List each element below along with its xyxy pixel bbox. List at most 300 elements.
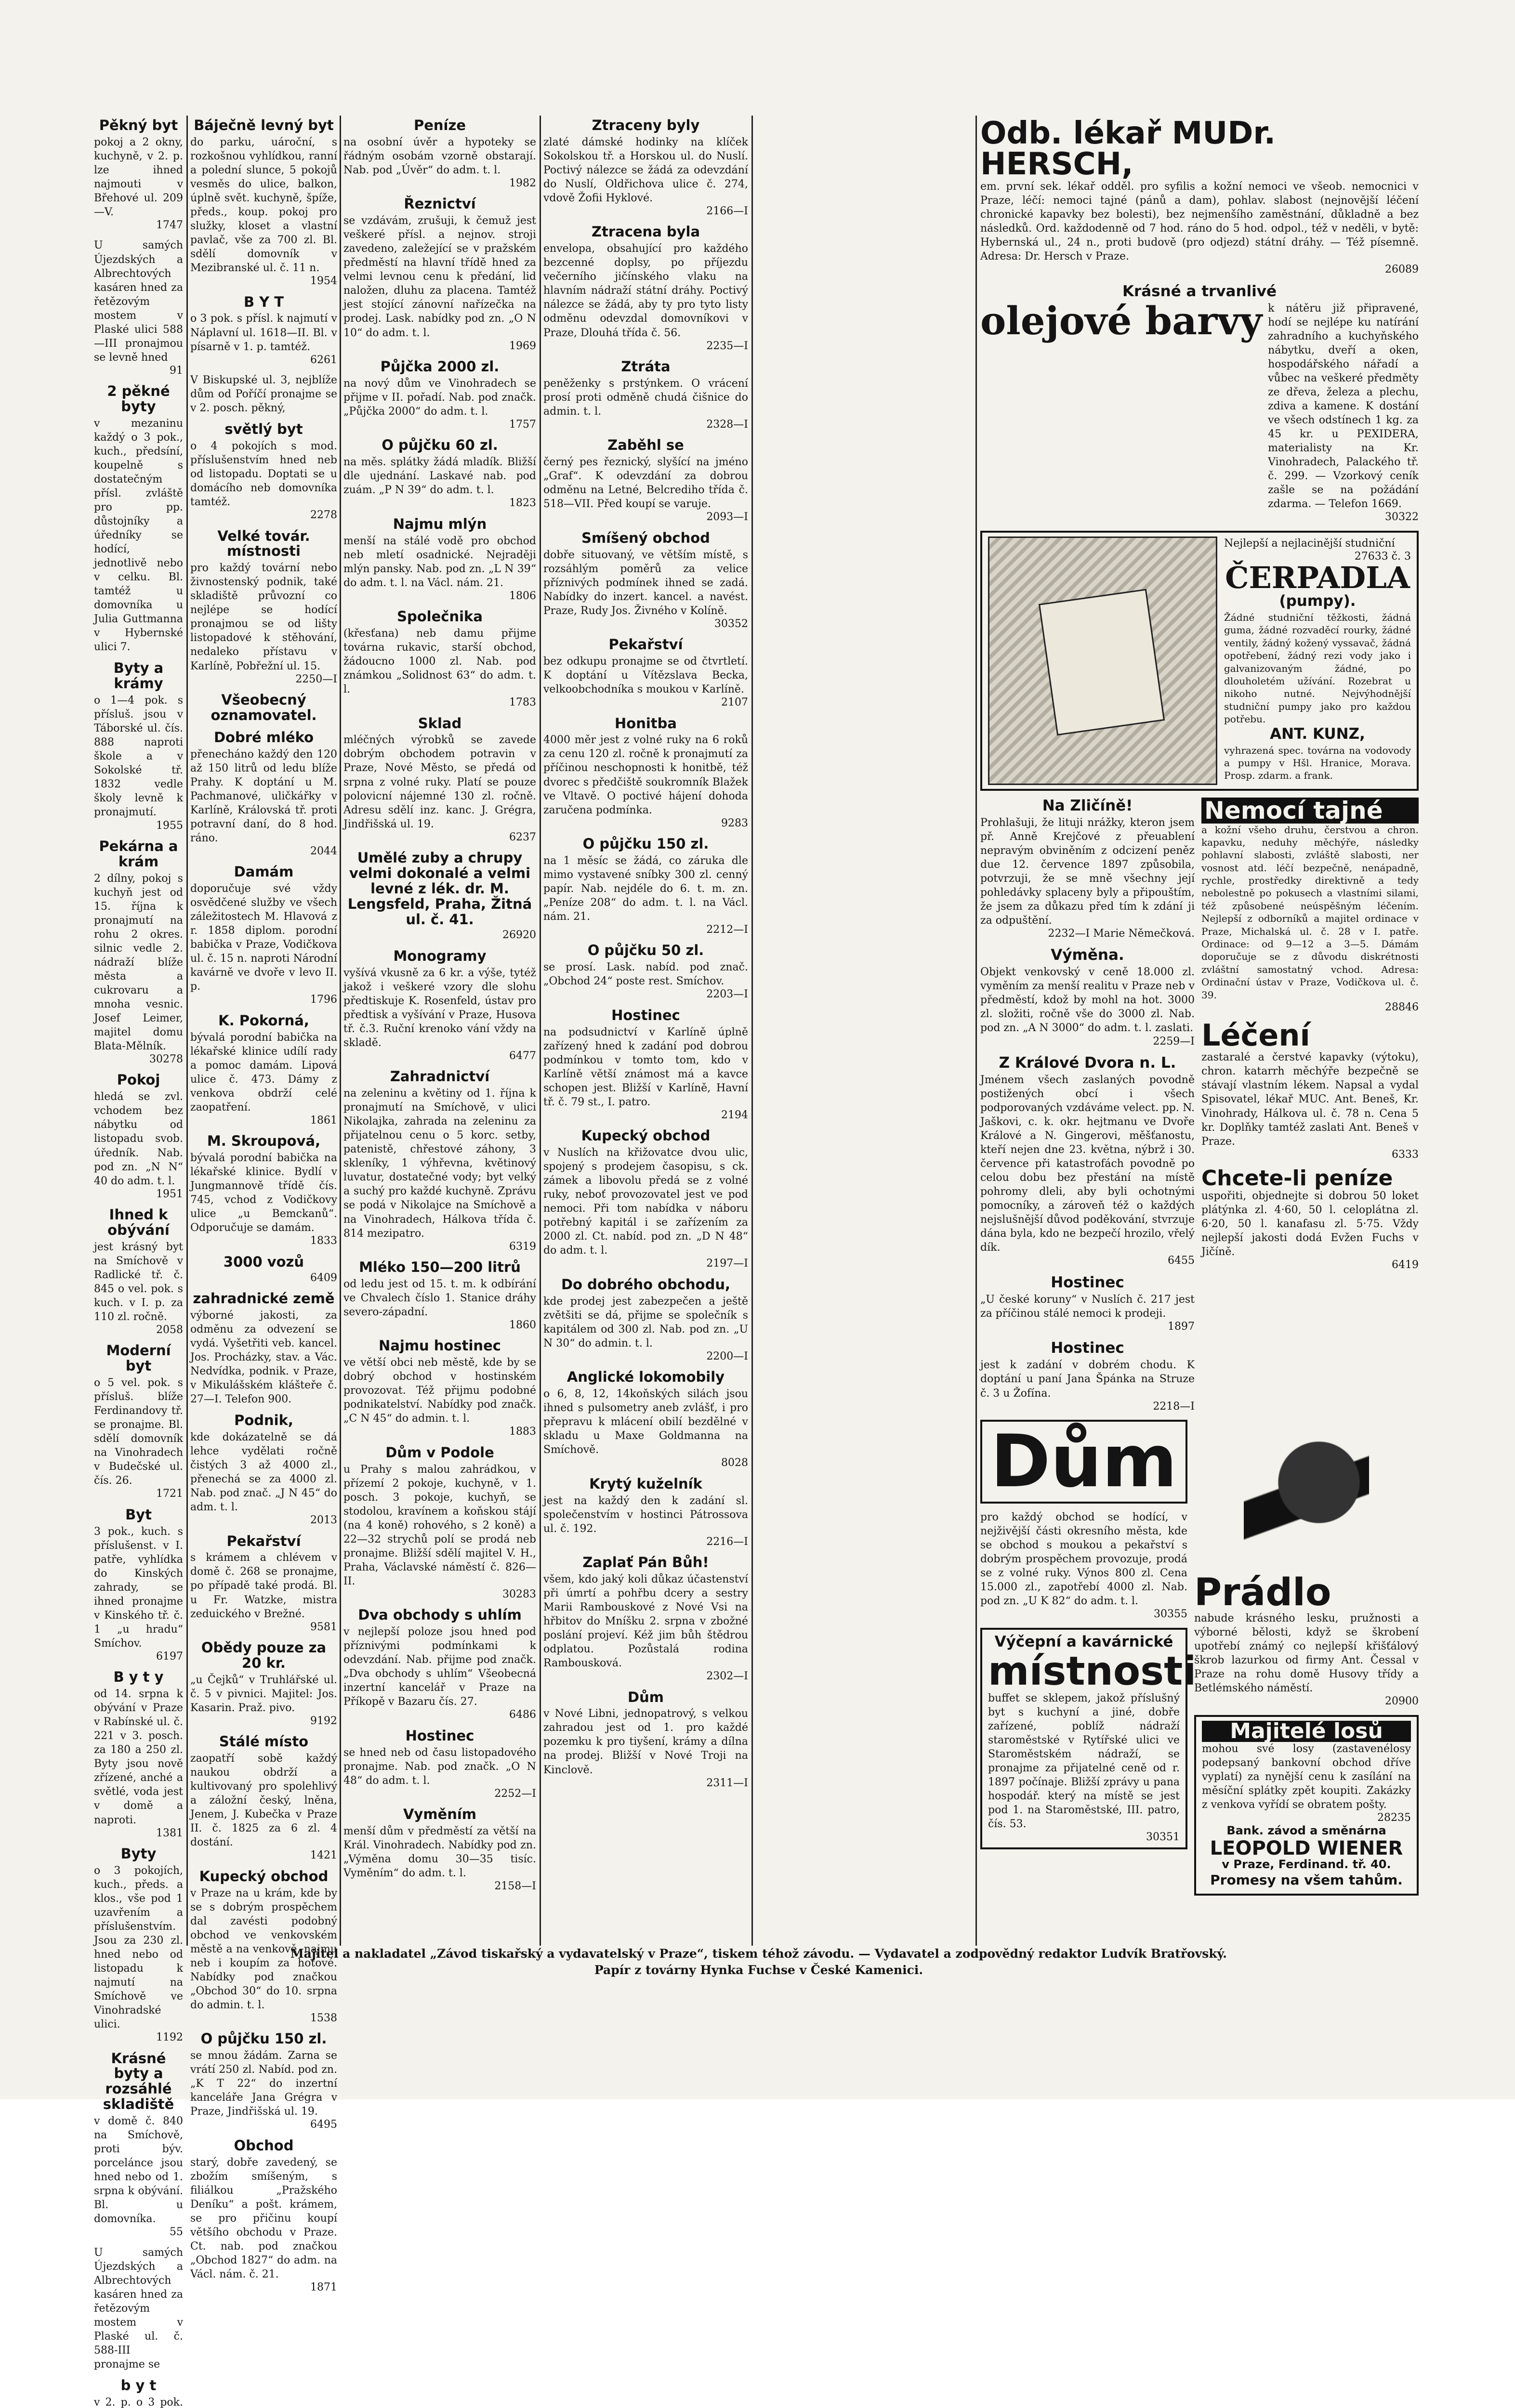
ad-text: menší na stálé vodě pro obchod neb mletí osadnické. Nejraději mlýn pansky. Nab. pod zn. „L N 39“ do adm. t. l. na Václ. nám. 21. [343, 535, 536, 589]
ad-text: mohou své losy (zastavenélosy podepsaný bankovní obchod dříve vyplatí) za nynější cenu k zasílání na měsíční splátky zpět koupiti. Zakázky z venkova vyřídí se obratem pošty. [1202, 1742, 1411, 1811]
ad-text: „u Čejků“ v Truhlářské ul. č. 5 v pivnici. Majitel: Jos. Kasarin. Praž. pivo. [190, 1674, 337, 1714]
classified-ad [190, 2138, 337, 2294]
ad-heading: Hostinec [405, 1727, 474, 1744]
ad-number: 1969 [509, 340, 536, 352]
ad-number: 2044 [310, 845, 337, 857]
ad-heading: K. Pokorná, [218, 1012, 309, 1029]
ad-heading: Ztráta [621, 358, 671, 375]
ad-text: s krámem a chlévem v domě č. 268 se pronajme, po případě také prodá. Bl. u Fr. Watzke, mistra zeduického v Brežné. [190, 1552, 337, 1620]
ad-heading: Pekařství [226, 1532, 301, 1549]
ad-heading: Umělé zuby a chrupy velmi dokonalé a velmi levné z lék. dr. M. Lengsfeld, Praha, Žitná ul. č. 41. [347, 850, 532, 928]
classified-ad [190, 1134, 337, 1247]
ad-number: 1897 [1168, 1320, 1195, 1333]
column-rule [540, 116, 541, 1946]
classified-ad [343, 438, 536, 510]
ad-number: 30352 [714, 617, 748, 630]
classified-ad [343, 1260, 536, 1332]
ad-nemoci-tajne [1201, 798, 1419, 1014]
ad-dum-text [980, 1510, 1187, 1621]
ad-text: v 2. p. o 3 pok. [94, 2396, 183, 2408]
ad-heading: Krytý kuželník [589, 1475, 702, 1492]
pump-illustration [988, 537, 1217, 785]
publisher-line: Majitel a nakladatel „Závod tiskařský a vydavatelský v Praze“, tiskem téhož závodu. — Vydavatel a zodpovědný redaktor Ludvík Bratřovský. [290, 1947, 1227, 1961]
ad-pradlo [1194, 1570, 1419, 1708]
ad-heading: Najmu hostinec [379, 1337, 501, 1354]
ad-text: o 5 vel. pok. s přísluš. blíže Ferdinandovy tř. se pronajme. Bl. sdělí domovník na Vinohradech v Budečské ul. čís. 26. [94, 1377, 183, 1487]
column-rule [975, 116, 977, 1946]
classified-ad [94, 1073, 183, 1201]
ad-heading: Anglické lokomobily [566, 1369, 725, 1386]
ad-text: na měs. splátky žádá mladík. Bližší dle ujednání. Laskavé nab. pod zuám. „P N 39“ do adm. t. l. [343, 456, 536, 497]
classified-ad [190, 1413, 337, 1527]
ad-heading: Zaplať Pán Bůh! [582, 1554, 709, 1570]
ad-heading: Pěkný byt [99, 117, 178, 133]
classified-ad [94, 118, 183, 232]
ad-text: Prohlašuji, že lituji nrážky, kteron jsem př. Anně Krejčové z přeuablení nepravým obviněním z odcizení peněz due 12. července 1897 způsobila, potvrzuji, že se mně všechny její pohledávky splaceny byly a připouštím, že jsem za důkazu před tím k zdání ji za odpuštění. [980, 816, 1195, 927]
display-ads-column [980, 118, 1419, 1943]
ad-text: v mezaninu každý o 3 pok., kuch., předsíní, koupelně s dostatečným přísl. zvláště pro pp. důstojníky a úředníky se hodící, jednotlivě nebo v celku. Bl. tamtéž u domovníka u Julia Guttmanna v Hybernské ulici 7. [94, 417, 183, 654]
ad-text: a kožní všeho druhu, čerstvou a chron. kapavku, neduhy měchýře, následky pohlavní slabosti, zvláště slabosti, ner vosnost atd. léčí bezpečně, nenápadně, rychle, prostředky direktivně a tedy nebolestně po pokusech a vlastními silami, též způsobené neúspěšným léčením. Nejlepší z odborníků a majitel ordinace v Praze, Michalská ul. č. 28 v I. patře. Ordinace: od 9—12 a 3—5. Dámám doporučuje se z důvodu diskrétnosti zvláštní samostatný vchod. Adresa: Ordinační ústav v Praze, Vodičkova ul. č. 39. [1201, 824, 1419, 1001]
ad-number: 6319 [509, 1240, 536, 1253]
ad-text: se hned neb od času listopadového pronajme. Nab. pod značk. „O N 48“ do adm. t. l. [343, 1746, 536, 1787]
ad-title: Výměna. [1051, 946, 1124, 964]
ad-text: se vzdávám, zrušuji, k čemuž jest veškeré přísl. a nejnov. stroji zavedeno, zaležející se v pražském předměstí na hlavní třídě hned za velmi levnou cenu k předání, lid naložen, dluhu za placena. Tamtéž jest stojící zánovní nařízečka na prodej. Lask. nabídky pod zn. „O N 10“ do adm. t. l. [343, 215, 536, 339]
ad-chcete-li-penize [1201, 1168, 1419, 1272]
classified-ad [343, 1608, 536, 1721]
classified-ad [190, 118, 337, 288]
ad-heading: Honitba [615, 715, 677, 732]
ad-heading: Byty a krámy [113, 660, 164, 692]
classified-ad [543, 531, 748, 630]
ad-firm-prefix: Bank. závod a směnárna [1226, 1824, 1386, 1838]
ad-number: 6333 [1392, 1148, 1419, 1161]
classified-ad [343, 359, 536, 431]
ad-text: doporučuje své vždy osvědčené služby ve všech záležitostech M. Hlavová z r. 1858 diplom. porodní babička v Praze, Vodičkova ul. č. 15 n. naproti Národní kavárně ve dvoře v levo II. p. [190, 883, 337, 993]
ad-heading: Pekařství [608, 636, 683, 653]
ad-heading: Damám [234, 864, 294, 880]
ad-number: 2232—I Marie Němečková. [1048, 927, 1195, 940]
ad-firm: ANT. KUNZ, [1270, 725, 1365, 743]
ad-heading: Do dobrého obchodu, [561, 1276, 731, 1293]
ad-text: bývalá porodní babička na lékařské klinice udílí rady a pomoc damám. Lipová ulice č. 473. Dámy z venkova obdrží celé zaopatření. [190, 1031, 337, 1113]
classified-ad [543, 1277, 748, 1363]
ad-text: v Nové Libni, jednopatrový, s velkou zahradou jest od 1. pro každé pozemku k pro tiyšení, krámy a dílna na prodej. Bližší v Nové Troji na Kinclově. [543, 1708, 748, 1776]
classified-ad [94, 2246, 183, 2371]
ad-heading: Krásné byty a rozsáhlé skladiště [103, 2050, 174, 2113]
ad-heading: Řeznictví [404, 196, 476, 212]
ad-number: 2252—I [494, 1787, 536, 1800]
ad-heading: Ztraceny byly [592, 117, 700, 133]
ad-text: ve větší obci neb městě, kde by se dobrý obchod v hostinském provozovat. Též přijmu podobné podnikatelství. Nabídky pod značk. „C N 45“ do admin. t. l. [343, 1357, 536, 1425]
ad-text: 2 dílny, pokoj s kuchyň jest od 15. října k pronajmutí na rohu 2 okres. silnic vedle 2. nádraží blíže města a cukrovaru a mnoha vesnic. Josef Leimer, majitel domu Blata-Mělník. [94, 872, 183, 1053]
classified-ad [343, 196, 536, 353]
ad-title: Dům [990, 1419, 1177, 1504]
classified-ad [190, 1013, 337, 1127]
ad-number: 2218—I [1153, 1400, 1195, 1413]
ad-heading: Vyměním [403, 1806, 477, 1823]
ad-heading: Byty [120, 1845, 157, 1862]
ad-number: 6261 [310, 353, 337, 366]
ad-heading: O půjčku 150 zl. [200, 2030, 327, 2047]
ad-number: 28235 [1377, 1811, 1411, 1824]
classified-ad [543, 943, 748, 1001]
ad-title: Léčení [1201, 1018, 1310, 1053]
ad-heading: Monogramy [393, 947, 487, 964]
classified-ad [190, 1291, 337, 1406]
classified-ad [343, 949, 536, 1062]
ad-text: pro každý tovární nebo živnostenský podnik, také skladiště průvozní co nejlépe se hodící pronajmou se od lišty listopadové k stěhování, nedaleko přístavu v Karlíně, Pobřežní ul. 15. [190, 562, 337, 672]
classified-ad [343, 851, 536, 942]
column-rule [340, 116, 341, 1946]
ad-text: v domě č. 840 na Smíchově, proti býv. porcelánce jsou hned nebo od 1. srpna k obývání. Bl. u domovníka. [94, 2115, 183, 2225]
classified-ad [94, 839, 183, 1066]
ad-hostinec-2 [980, 1340, 1195, 1413]
ad-text: v Nuslích na křižovatce dvou ulic, spojený s prodejem časopisu, s ck. zámek a libovolu předá se z volné ruky, neboť provozovatel jest ve pod nemoci. Při tom nabídka v náboru potřebný kapitál i se zařízením za 2000 zl. Ct. nabíd. pod zn. „D N 48“ do adm. t. l. [543, 1147, 748, 1257]
ad-text: hledá se zvl. vchodem bez nábytku od listopadu svob. úředník. Nab. pod zn. „N N“ 40 do adm. t. l. [94, 1091, 183, 1187]
classified-ad [543, 118, 748, 218]
ad-number: 30278 [149, 1053, 183, 1066]
ad-heading: b y t [120, 2377, 157, 2394]
ad-number: 26920 [502, 929, 536, 942]
ad-text: uspořiti, objednejte si dobrou 50 loket plátýnka zl. 4·60, 50 l. celoplátna zl. 6·20, 50 l. kanafasu zl. 5·75. Vždy nejlepší jakosti dodá Evžen Fuchs v Jičíně. [1201, 1190, 1419, 1258]
ad-text: na podsudnictví v Karlíně úplně zařízený hned k zadání pod dobrou podmínkou v tomto tom, kdo v Karlíně větší známost má a kavce schopen jest. Bližší v Karlíně, Havní tř. č. 79 st., I. patro. [543, 1026, 748, 1108]
ad-dum [980, 1420, 1187, 1504]
ad-text: všem, kdo jaký koli důkaz účastenství při úmrtí a pohřbu dcery a sestry Marii Rambouskové z Nové Vsi na hřbitov do Mníšku 2. srpna v zbožné poslání projeví. Kéž jim bůh štědrou odplatou. Pozůstalá rodina Rambousková. [543, 1573, 748, 1670]
classified-ad [343, 118, 536, 190]
column-rule [186, 116, 188, 1946]
ad-text: vyšívá vkusně za 6 kr. a výše, tytéž jakož i veškeré vzory dle slohu předtiskuje K. Rosenfeld, ústav pro předtisk a vyšívání v Praze, Husova tř. č.3. Ruční krenoko vání vždy na skladě. [343, 967, 536, 1049]
ad-text: v Praze na u krám, kde by se s dobrým prospěchem dal zavésti podobný obchod ve venkovském městě a na venkově, najmu neb i koupím za hotové. Nabídky pod značkou „Obchod 30“ do 10. srpna do admin. t. l. [190, 1887, 337, 2011]
ad-text: jest krásný byt na Smíchově v Radlické tř. č. 845 o vel. pok. s kuch. v I. p. za 110 zl. ročně. [94, 1241, 183, 1323]
ad-leceni [1201, 1018, 1419, 1161]
classified-ad [543, 837, 748, 936]
ad-heading: Zaběhl se [607, 437, 684, 454]
ad-text: dobře situovaný, ve větším místě, s rozsáhlým poměrů za velice příznivých podmínek ihned se zadá. Nabídky do inzert. kancel. a navést. Praze, Rudy Jos. Živného v Kolíně. [543, 549, 748, 617]
ad-heading: Podnik, [234, 1412, 293, 1429]
classified-ad [543, 637, 748, 709]
classified-ad [190, 1640, 337, 1727]
ad-text: o 3 pokojích, kuch., předs. a klos., vše pod 1 uzavřením a příslušenstvím. Jsou za 230 zl. hned nebo od listopadu k najmutí na Smíchově ve Vinohradské ulici. [94, 1864, 183, 2031]
ad-text: U samých Újezdských a Albrechtových kasáren hned za řetězovým mostem v Plaské ul. č. 588-III pronajme se [94, 2246, 183, 2371]
ad-heading: Velké továr. místnosti [217, 527, 310, 560]
ad-text: do parku, uároční, s rozkošnou vyhlídkou, ranní a polední slunce, 5 pokojů vesměs do ulice, balkon, úplně svět. kuchyně, špíže, předs., koup. pokoj pro služky, kloset a vlastní pavlač, vše za 700 zl. Bl. sdělí domovník v Mezibranské ul. č. 11 n. [190, 136, 337, 275]
ad-text: na nový dům ve Vinohradech se přijme v II. pořadí. Nab. pod značk. „Půjčka 2000“ do adm. t. l. [343, 377, 536, 418]
ad-heading: zahradnické země [193, 1290, 335, 1307]
ad-number: 2278 [310, 509, 337, 522]
ad-number: 30322 [1385, 511, 1419, 523]
ad-text: přenecháno každý den 120 až 150 litrů od ledu blíže Prahy. K doptání u M. Pachmanové, uličkářky v Karlíně, Královská tř. proti potravní daní, do 8 hod. ráno. [190, 748, 337, 844]
ad-number: 30283 [502, 1588, 536, 1600]
ad-text: k nátěru již připravené, hodí se nejlépe ku natírání zahradního a kuchyňského nábytku, dveří a oken, hospodářského nářadí a vůbec na veškeré předměty ze dřeva, železa a plechu, zdiva a kamene. K dostání ve všech odstínech 1 kg. za 45 kr. u PEXIDERA, materialisty na Kr. Vinohradech, Palackého tř. č. 299. — Vzorkový ceník zašle se na požádání zdarma. — Telefon 1669. [1268, 302, 1419, 510]
ad-number: 2158—I [494, 1880, 536, 1893]
classified-ad [543, 1008, 748, 1122]
ad-heading: Kupecký obchod [581, 1127, 711, 1144]
ad-heading: Obchod [234, 2137, 294, 2154]
classifieds-column-2 [190, 117, 337, 2293]
ad-text: na 1 měsíc se žádá, co záruka dle mimo vystavené sníbky 300 zl. cenný papír. Nab. nejdéle do 6. t. m. zn. „Peníze 208“ do adm. t. l. na Václ. nám. 21. [543, 854, 748, 923]
ad-number: 2328—I [706, 418, 748, 431]
ad-text: na osobní úvěr a hypoteky se řádným osobám vzorně obstarají. Nab. pod „Úvěr“ do adm. t. l. [343, 136, 536, 176]
classified-ad [343, 716, 536, 844]
ad-number: 2259—I [1153, 1035, 1195, 1047]
ad-number: 1421 [310, 1849, 337, 1862]
classifieds-column-4 [543, 118, 748, 1943]
classified-ad [190, 1255, 337, 1284]
ad-number: 2200—I [706, 1350, 748, 1362]
ad-text: jest k zadání v dobrém chodu. K doptání u paní Jana Špánka na Struze č. 3 u Žofína. [980, 1359, 1195, 1400]
ad-number: 1783 [509, 696, 536, 709]
classified-ad [94, 2051, 183, 2239]
ad-text: peněženky s prstýnkem. O vrácení prosí proti odměně chudá čišnice do admin. t. l. [543, 377, 748, 418]
ad-text: bez odkupu pronajme se od čtvrtletí. K doptání u Vítězslava Becka, velkoobchodníka s moukou v Karlíně. [543, 655, 748, 696]
ad-heading: Stálé místo [219, 1733, 309, 1750]
ad-heading: Dům v Podole [385, 1444, 494, 1461]
ad-text: „U české koruny“ v Nuslích č. 217 jest za příčinou stálé nemoci k prodeji. [980, 1293, 1195, 1320]
classified-ad [543, 1128, 748, 1270]
ad-title: Na Zličíně! [1042, 797, 1133, 814]
column-rule [751, 116, 753, 1946]
ad-number: 2203—I [706, 988, 748, 1001]
classified-ad [343, 1069, 536, 1253]
ad-majitele-losu [1194, 1715, 1419, 1896]
classified-ad [190, 529, 337, 686]
ad-number: 6495 [310, 2119, 337, 2131]
classified-ad [543, 1370, 748, 1469]
ad-number: 6455 [1168, 1255, 1195, 1267]
ad-text: od 14. srpna k obývání v Praze v Rabínské ul. č. 221 v 3. posch. za 180 a 250 zl. Byty jsou nově zřízené, anché a světlé, voda jest v domě a naproti. [94, 1688, 183, 1826]
ad-number: 1192 [156, 2031, 183, 2044]
classified-ad [94, 238, 183, 377]
ad-number: 2013 [310, 1514, 337, 1527]
ad-text: bývalá porodní babička na lékařské klinice. Bydlí v Jungmannově třídě čís. 745, vchod z Vodičkovy ulice „u Bemckanů“. Odporučuje se damám. [190, 1152, 337, 1234]
ad-number: 2194 [721, 1109, 748, 1121]
ad-number: 1757 [509, 418, 536, 431]
ad-title: Majitelé losů [1202, 1721, 1411, 1742]
classified-ad [543, 716, 748, 830]
classified-ad [94, 2378, 183, 2408]
ad-number: 27633 č. 3 [1354, 550, 1411, 563]
ad-number: 9581 [310, 1621, 337, 1633]
ad-heading: Zahradnictví [390, 1068, 490, 1085]
ad-heading: B Y T [243, 293, 284, 310]
classified-ad [190, 730, 337, 858]
ad-number: 55 [170, 2226, 183, 2238]
ad-heading: Báječně levný byt [194, 117, 334, 133]
classified-ad [343, 1445, 536, 1601]
ad-text: Žádné studniční těžkosti, žádná guma, žádné rozvaděcí rourky, žádné ventily, žádný kožený vyssavač, žádná opotřebení, žádný rezi vody jako i galvanizovaným žádné, po dlouholetém užívání. Rozebrat u nikoho nutné. Nejvýhodnější studniční pumpy jako pro každou potřebu. [1224, 612, 1411, 725]
ad-text: o 6, 8, 12, 14koňských silách jsou ihned s pulsometry aneb zvlášť, i pro přepravu k mlácení obilí bezdělné v skladu u Maxe Goldmanna na Smíchově. [543, 1388, 748, 1456]
ad-number: 2250—I [295, 673, 337, 685]
ad-text: pro každý obchod se hodící, v nejživější části okresního města, kde se obchod s moukou a pekařství s dobrým prospěchem provozuje, prodá se z volné ruky. Výnos 800 zl. Cena 15.000 zl., zapotřebí 4000 zl. Nab. pod zn. „U K 82“ do adm. t. l. [980, 1511, 1187, 1608]
ad-text: v nejlepší poloze jsou hned pod příznivými podmínkami k odevzdání. Nab. přijme pod značk. „Dva obchody s uhlím“ Všeobecná inzertní kancelář v Praze na Příkopě v Bazaru čís. 27. [343, 1626, 536, 1708]
classified-ad [190, 864, 337, 1007]
ad-intro: Nejlepší a nejlacinější studniční [1224, 537, 1395, 550]
ad-subtitle: (pumpy). [1279, 592, 1356, 610]
ad-text: na zeleninu a květiny od 1. října k pronajmutí na Smíchově, v ulici Nikolajka, zahrada na zeleninu za přijatelnou cenu o 5 korc. setby, patenistě, chřestové záhony, 3 skleníky, 1 výhřevna, květinový luvatur, dostatečné vody; byt velký a suchý pro každé kuchyně. Zprávu se podá v Nikolajce na Smíchově a na Vinohradech, Hálkova třída č. 814 mezipatro. [343, 1087, 536, 1240]
classifieds-column-1 [94, 117, 183, 2408]
ad-number: 6237 [509, 831, 536, 843]
ad-number: 1381 [156, 1827, 183, 1839]
ad-number: 2107 [721, 696, 748, 709]
ad-heading: O půjčku 60 zl. [382, 437, 498, 454]
classified-ad [94, 661, 183, 832]
ad-title: Hostinec [1051, 1339, 1124, 1357]
ad-title: ČERPADLA [1225, 560, 1410, 595]
classified-ad [343, 1338, 536, 1438]
ad-text: 3 pok., kuch. s příslušenst. v I. patře, vyhlídka do Kinských zahrady, se ihned pronajme v Kinského tř. č. 1 „u hradu“ Smíchov. [94, 1525, 183, 1649]
ad-number: 6409 [310, 1271, 337, 1284]
ad-text: o 4 pokojích s mod. příslušenstvím hned neb od listopadu. Doptati se u domácího neb domovníka tamtéž. [190, 440, 337, 509]
ad-number: 1871 [310, 2281, 337, 2293]
ad-heading: O půjčku 150 zl. [582, 836, 709, 852]
ad-title: olejové barvy [980, 298, 1263, 343]
ad-number: 6486 [509, 1709, 536, 1721]
ad-heading: Společnika [397, 608, 483, 625]
ad-number: 1860 [509, 1319, 536, 1331]
ad-title: Nemocí tajné [1201, 798, 1419, 824]
ad-number: 1721 [156, 1488, 183, 1500]
ad-text: V Biskupské ul. 3, nejblíže dům od Poříčí pronajme se v 2. posch. pěkný, [190, 374, 337, 415]
ad-heading: Najmu mlýn [393, 515, 487, 532]
ad-number: 1833 [310, 1235, 337, 1247]
ad-heading: Peníze [413, 117, 466, 133]
ad-heading: Byt [125, 1506, 152, 1523]
ad-text: o 3 pok. s přísl. k najmutí v Náplavní ul. 1618—II. Bl. v písarně v 1. p. tamtéž. [190, 313, 337, 353]
paper-line: Papír z továrny Hynka Fuchse v České Kamenici. [594, 1963, 923, 1977]
ad-heading: Dva obchody s uhlím [358, 1607, 522, 1623]
ad-heading: Všeobecný oznamovatel. [211, 691, 317, 723]
ad-number: 2302—I [706, 1670, 748, 1683]
ad-firm: LEOPOLD WIENER [1210, 1837, 1403, 1860]
ad-heading: Moderní byt [106, 1342, 171, 1374]
ad-number: 2166—I [706, 205, 748, 218]
ad-firm-address: vyhrazená spec. továrna na vodovody a pumpy v Hšl. Hranice, Morava. Prosp. zdarm. a frank. [1224, 744, 1411, 782]
ad-number: 9283 [721, 817, 748, 829]
classified-ad [190, 2031, 337, 2131]
ad-text: zlaté dámské hodinky na klíček Sokolskou tř. a Horskou ul. do Nuslí. Poctivý nálezce se žádá za odevzdání do Nuslí, Oldřichova ulice č. 274, vdově Žofii Hyklové. [543, 136, 748, 205]
ad-number: 28846 [1385, 1001, 1419, 1013]
ad-heading: 2 pěkné byty [107, 383, 170, 415]
classified-ad [94, 1207, 183, 1336]
ad-title: místnosti [988, 1648, 1197, 1694]
classified-ad [94, 1670, 183, 1840]
ad-number: 1982 [509, 177, 536, 189]
classified-ad [543, 359, 748, 431]
classified-ad [190, 422, 337, 522]
classified-ad [543, 1555, 748, 1683]
ad-footer: Promesy na všem tahům. [1210, 1871, 1403, 1888]
ad-number: 1883 [509, 1426, 536, 1438]
ad-title: Chcete-li peníze [1201, 1166, 1393, 1191]
ad-subtitle: Krásné a trvanlivé [1122, 282, 1277, 300]
ad-text: starý, dobře zavedený, se zbožím smíšeným, s filiálkou „Pražského Deníku“ a pošt. krámem, se pro přičinu koupí většího obchodu v Praze. Ct. nab. pod značkou „Obchod 1827“ do adm. na Václ. nám. č. 21. [190, 2156, 337, 2280]
ad-vymena [980, 947, 1195, 1048]
ad-number: 9192 [310, 1714, 337, 1727]
ad-number: 30355 [1154, 1608, 1187, 1621]
ad-text: menší dům v předměstí za větší na Král. Vinohradech. Nabídky pod zn. „Výměna domu 30—35 tisíc. Vyměním“ do adm. t. l. [343, 1825, 536, 1880]
ad-text: kde dokázatelně se dá lehce vydělati ročně čistých 3 až 4000 zl., přenechá se za 4000 zl. Nab. pod znač. „J N 45“ do adm. t. l. [190, 1431, 337, 1514]
ad-text: od ledu jest od 15. t. m. k odbírání ve Chvalech číslo 1. Stanice dráhy severo-západní. [343, 1278, 536, 1318]
ad-number: 1747 [156, 219, 183, 232]
classified-ad [190, 1534, 337, 1634]
ad-number: 2212—I [706, 924, 748, 936]
ad-heading: Smíšený obchod [581, 529, 710, 546]
classified-ad [543, 224, 748, 353]
classified-ad [543, 1477, 748, 1548]
classified-ad [190, 373, 337, 415]
ad-number: 2311—I [706, 1777, 748, 1789]
ad-number: 2093—I [706, 511, 748, 523]
ad-number: 26089 [1385, 263, 1419, 276]
ad-text: em. první sek. lékař odděl. pro syfilis a kožní nemoci ve všeob. nemocnici v Praze, léčí: nemoci tajné (pánů a dam), pohlav. slabost (nejnovější léčení chronické kapavky bez bolesti), bez nejmenšího zaměstnání, důkladně a bez následků. Ord. každodenně od 7 hod. ráno do 5 hod. odpol., též v neděli, v bytě: Hybernská ul., 24 n., proti budově (pro odjezd) státní dráhy. — Též písemně. Adresa: Dr. Hersch v Praze. [980, 181, 1419, 263]
ad-number: 30351 [1146, 1831, 1180, 1843]
ad-heading: Ihned k obývání [107, 1206, 170, 1238]
ad-heading: 3000 vozů [223, 1253, 304, 1270]
ad-text: buffet se sklepem, jakož příslušný byt s kuchyní a jiné, dobře zařízené, poblíž nádraží staroměstské v Rytířské ulici ve Staroměstském nádraží, se pronajme za přijatelné ceně od r. 1897 počínaje. Bližší zprávy u pana hospodář. který na místě se jest pod 1. na Staroměstské, III. patro, čís. 53. [988, 1692, 1180, 1830]
ad-number: 6197 [156, 1650, 183, 1662]
ad-text: (křesťana) neb damu přijme továrna rukavic, starší obchod, žádoucno 1000 zl. Nab. pod známkou „Solidnost 63“ do adm. t. l. [343, 627, 536, 696]
ad-number: 2235—I [706, 340, 748, 352]
ad-number: 6477 [509, 1049, 536, 1062]
ad-number: 1954 [310, 275, 337, 288]
classified-ad [543, 438, 748, 523]
ad-heading: B y t y [113, 1669, 164, 1686]
ad-heading: Hostinec [611, 1007, 680, 1023]
ad-heading: Dobré mléko [213, 729, 314, 746]
ad-olejove-barvy [980, 283, 1419, 524]
classified-ad [343, 1728, 536, 1800]
classified-ad [94, 1507, 183, 1663]
ad-number: 8028 [721, 1457, 748, 1469]
ad-heading: O půjčku 50 zl. [587, 942, 704, 959]
ad-text: zastaralé a čerstvé kapavky (výtoku), chron. katarrh měchýře bezpečně se stávají vlastním lékem. Napsal a vydal Spisovatel, lékař MUC. Ant. Beneš, Kr. Vinohrady, Hálkova ul. č. 78 n. Cena 5 kr. Doplňky tamtéž zaslati Ant. Beneš v Praze. [1201, 1051, 1419, 1148]
ad-kralove-dvora [980, 1055, 1195, 1268]
classifieds-column-3 [343, 118, 536, 1943]
ad-text: se prosí. Lask. nabíd. pod znač. „Obchod 24“ poste rest. Smíchov. [543, 961, 748, 988]
ad-number: 1538 [310, 2012, 337, 2024]
bleed-through-mark [10, 2011, 92, 2056]
ad-text: černý pes řeznický, slyšící na jméno „Graf“. K odevzdání za dobrou odměnu na Letné, Belcrediho třída č. 518—VII. Před koupí se varuje. [543, 456, 748, 510]
ad-text: u Prahy s malou zahrádkou, v přízemí 2 pokoje, kuchyně, v 1. posch. 3 pokoje, kuchyň, se stodolou, kravínem a koňskou stájí (na 4 koně) rohového, s 2 koně) a 22—32 strychů polí se prodá neb pronajme. Bližší sdělí majitel V. H., Praha, Václavské náměstí č. 826—II. [343, 1463, 536, 1587]
ad-hersch [980, 118, 1419, 276]
ad-heading: M. Skroupová, [207, 1133, 321, 1150]
ad-title: Odb. lékař MUDr. HERSCH, [980, 116, 1276, 182]
classified-ad [343, 1807, 536, 1893]
ad-number: 91 [170, 364, 183, 377]
ad-heading: Mléko 150—200 litrů [359, 1258, 521, 1275]
ad-text: U samých Újezdských a Albrechtových kasáren hned za řetězovým mostem v Plaské ulici 588—III pronajmou se levně hned [94, 239, 183, 364]
classified-ad [190, 1734, 337, 1862]
ad-text: výborné jakosti, za odměnu za odvezení se vydá. Vyšetřiti veb. kancel. Jos. Procházky, stav. a Vác. Nedvídka, podnik. v Praze, v Mikulášském klášteře č. 27—I. Telefon 900. [190, 1309, 337, 1406]
ad-heading: Obědy pouze za 20 kr. [201, 1639, 327, 1671]
ad-number: 1955 [156, 819, 183, 832]
ad-number: 2197—I [706, 1257, 748, 1270]
ad-title: Z Králové Dvora n. L. [999, 1054, 1176, 1072]
ad-number: 1823 [509, 497, 536, 510]
ad-heading: Dům [628, 1688, 664, 1705]
ad-title: Prádlo [1194, 1570, 1331, 1614]
ad-title: Hostinec [1051, 1273, 1124, 1291]
ad-number: 6419 [1392, 1259, 1419, 1271]
classified-ad [543, 1690, 748, 1790]
ad-heading: Půjčka 2000 zl. [380, 358, 500, 375]
hand-illustration [1244, 1425, 1369, 1569]
ad-text: nabude krásného lesku, pružnosti a výborné bělosti, když se škrobení upotřebí známý co nejlepší křišťálový škrob lazurkou od firmy Ant. Čessal v Praze na rohu domě Husovy třídy a Betlémského náměstí. [1194, 1612, 1419, 1695]
ad-text: 4000 měr jest z volné ruky na 6 roků za cenu 120 zl. ročně k pronajmutí za příčinou neschopnosti k honitbě, též dvorec s předčiště soukromník Blažek ve Vltavě. O poctivé hájení dohoda zaručena podmínka. [543, 734, 748, 816]
classified-ad [190, 693, 337, 723]
ad-na-zlicine [980, 798, 1195, 941]
ad-heading: Sklad [418, 715, 462, 732]
